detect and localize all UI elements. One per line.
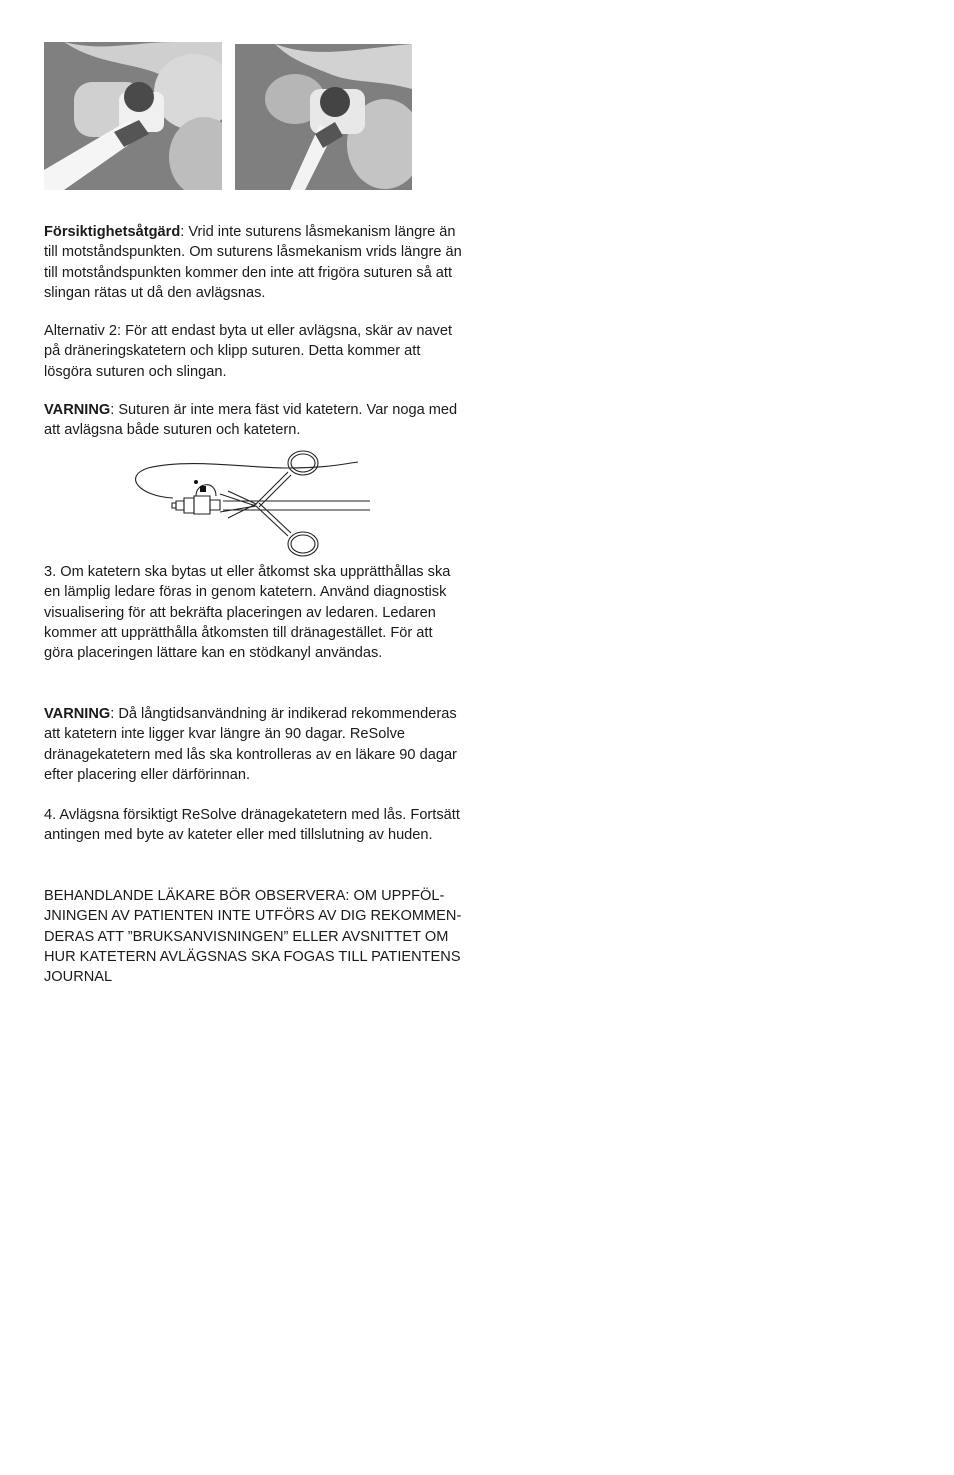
warning-1-title: VARNING — [44, 402, 111, 418]
caution-text: : Vrid inte suturens låsmekanism längre än till motståndspunkten. Om suturens låsmekanism vrids längre än till motståndspunkten kommer den inte att frigöra suturen så att slingan rätas ut då den avlägsnas. — [44, 224, 462, 301]
physician-notice-text: BEHANDLANDE LÄKARE BÖR OBSERVERA: OM UPPFÖLJNINGEN AV PATIENTEN INTE UTFÖRS AV DIG REKOMMENDERAS ATT ”BRUKSANVISNINGEN” ELLER AVSNITTET OM HUR KATETERN AVLÄGSNAS SKA FOGAS TILL PATIENTENS JOURNAL — [44, 888, 462, 986]
warning-2-text: : Då långtidsanvändning är indikerad rekommenderas att katetern inte ligger kvar längre än 90 dagar. ReSolve dränagekatetern med lås ska kontrolleras av en läkare 90 dagar efter placering eller därförinnan. — [44, 706, 457, 783]
step-4-paragraph — [44, 805, 464, 846]
warning-1-text: : Suturen är inte mera fäst vid katetern. Var noga med att avlägsna både suturen och katetern. — [44, 402, 458, 439]
caution-title: Försiktighetsåtgärd — [44, 224, 181, 240]
step-3-text: 3. Om katetern ska bytas ut eller åtkomst ska upprätthållas ska en lämplig ledare föras in genom katetern. Använd diagnostisk visualisering för att bekräfta placeringen av ledaren. Ledaren kommer att upprätthålla åtkomsten till dränagestället. För att göra placeringen lättare kan en stödkanyl användas. — [44, 564, 451, 662]
alternative-2-paragraph — [44, 321, 464, 382]
step-4-text: 4. Avlägsna försiktigt ReSolve dränagekatetern med lås. Fortsätt antingen med byte av kateter eller med tillslutning av huden. — [44, 807, 460, 844]
caution-paragraph — [44, 222, 464, 303]
physician-notice-paragraph — [44, 886, 464, 987]
step-3-paragraph — [44, 562, 464, 663]
photo-suture-lock-left — [44, 42, 222, 190]
alternative-2-text: Alternativ 2: För att endast byta ut eller avlägsna, skär av navet på dräneringskatetern och klipp suturen. Detta kommer att lösgöra suturen och slingan. — [44, 323, 453, 380]
warning-paragraph-2 — [44, 704, 464, 785]
scissors-cutting-diagram — [128, 446, 373, 560]
warning-paragraph-1 — [44, 400, 464, 441]
photo-suture-lock-right — [235, 44, 412, 190]
warning-2-title: VARNING — [44, 706, 111, 722]
